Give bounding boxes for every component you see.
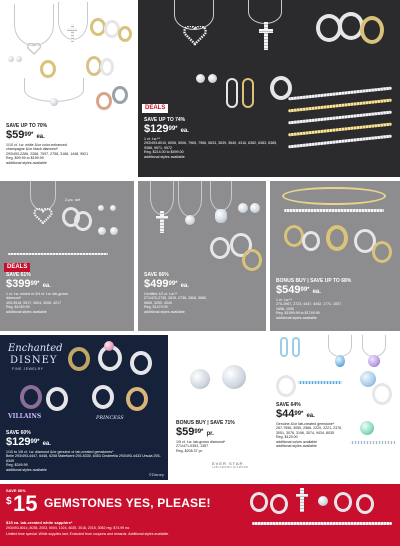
price: $\$129^{99*}$ ea. <box>6 436 51 448</box>
ring-icon <box>92 385 114 409</box>
stud-earring-icon <box>196 74 205 83</box>
stud-earring-icon <box>16 56 22 62</box>
price-block <box>6 273 130 314</box>
sku-list: 271/470-2735, 2815, 2738, 2808, 5680, 5666, 3250, 4040 <box>144 296 208 305</box>
necklace-chain <box>248 0 282 24</box>
price-block <box>6 124 130 165</box>
save-label: SAVE 60% <box>6 430 31 436</box>
description: Genuine &/or lab-created gemstone* <box>276 422 335 426</box>
pendant-stone-icon <box>185 215 195 225</box>
ring-icon <box>270 494 288 514</box>
promo-panel-certified-diamonds <box>138 181 266 331</box>
stud-earring-icon <box>98 205 104 211</box>
promo-panel-lab-grown-earrings <box>172 335 268 480</box>
regular-price: Reg. $1049.99 <box>6 305 30 310</box>
heart-pendant-icon <box>183 26 207 46</box>
cross-pendant-icon <box>296 488 308 512</box>
price-block <box>276 279 396 320</box>
stud-earring-icon <box>318 496 328 506</box>
cross-pendant-icon <box>259 22 273 50</box>
ring-icon <box>118 26 132 42</box>
necklace-chain <box>362 335 386 357</box>
carat-weight: 1 ct. t.w.** <box>144 137 160 141</box>
additional-styles: additional styles available <box>144 309 185 314</box>
villains-label: VILLAINS <box>8 413 42 420</box>
stud-earring-icon <box>110 205 116 211</box>
promo-panel-bridal-set <box>0 181 134 331</box>
deals-badge: DEALS <box>142 104 168 113</box>
hoop-earring-icon <box>226 78 238 108</box>
ring-icon <box>40 60 56 78</box>
ring-icon <box>130 351 152 375</box>
tennis-bracelet <box>288 87 392 101</box>
ring-icon <box>126 387 148 411</box>
necklace-chain <box>14 4 54 46</box>
description: Certified 1/2 ct. t.w.** <box>144 292 178 296</box>
stud-earring-icon <box>222 365 246 389</box>
carat-weight: 1 ct. t.w.** <box>276 298 292 302</box>
regular-price: Reg. $214.00 to $499.00 <box>144 150 184 155</box>
necklace-chain <box>178 181 202 217</box>
stud-earring-icon <box>238 203 248 213</box>
gemstone-ring-icon <box>360 421 374 435</box>
ring-icon <box>276 375 296 397</box>
description: 1/10 ct. t.w. white &/or color-enhanced champagne &/or black diamond* <box>6 143 67 152</box>
additional-styles: additional styles available <box>276 315 317 320</box>
banner-skus: 293/493-8014, 8035, 2003, 5004, 1024, 6025, 2016, 2015, 3052 reg. $74.99 ea. <box>6 526 130 530</box>
save-label: SAVE UP TO 74% <box>144 117 186 123</box>
price-block <box>6 431 164 472</box>
sku-list: 271/471-0353, 1357 <box>176 444 209 449</box>
stud-earring-icon <box>250 203 260 213</box>
promo-panel-diamond-fashion <box>0 0 134 177</box>
gemstone-pendant-icon <box>335 355 345 367</box>
additional-styles: additional styles available <box>6 160 47 165</box>
promo-panel-enchanted-disney <box>0 335 168 480</box>
necklace-chain <box>30 181 56 211</box>
sku-list: 270-2967, 2723, 4447, 4442, 1771, 1007, 1656, 1050 <box>276 302 343 311</box>
price: $\$59^{99*}$ ea. <box>6 129 45 141</box>
price: $\$44^{99*}$ ea. <box>276 408 315 420</box>
price-block <box>176 421 266 453</box>
ring-icon <box>360 16 384 44</box>
tennis-bracelet <box>288 135 392 149</box>
additional-colors: additional colors available <box>276 439 318 444</box>
ring-icon <box>210 237 230 259</box>
tennis-bracelet <box>252 522 392 525</box>
tennis-bracelet <box>288 111 392 125</box>
gemstone-pendant-icon <box>368 355 380 367</box>
heart-pendant-icon <box>33 208 53 224</box>
deals-badge: DEALS <box>4 263 30 272</box>
necklace-chain <box>210 181 232 211</box>
brand-fine-jewelry: FINE JEWELRY <box>12 367 44 371</box>
ring-icon <box>96 92 112 110</box>
price: $\$129^{99*}$ ea. <box>144 123 189 135</box>
save-label: SAVE UP TO 70% <box>6 123 48 129</box>
additional-styles: additional styles available <box>144 154 185 159</box>
cross-pendant-icon <box>67 24 77 42</box>
price-block <box>144 118 284 159</box>
brand-disney-logo: DISNEY <box>10 355 58 366</box>
tennis-bracelet <box>288 123 392 137</box>
regular-price: Reg. $208.37 pr. <box>176 448 203 453</box>
promo-panel-diamond-deals <box>138 0 400 177</box>
price: $\$549^{99*}$ ea. <box>276 284 321 296</box>
cross-pendant-icon <box>156 211 168 233</box>
regular-price: Reg. $1599.99 to $1749.99 <box>276 311 320 316</box>
hoop-earring-icon <box>242 78 254 108</box>
gemstone-bracelet <box>350 441 396 444</box>
regular-price: Reg. $1479.99 <box>144 305 168 310</box>
brand-enchanted: Enchanted <box>8 343 63 354</box>
stone-icon <box>50 98 58 106</box>
price-block <box>144 273 262 314</box>
price: $\$59^{99*}$ pr. <box>176 426 214 438</box>
price: $\$499^{99*}$ ea. <box>144 278 189 290</box>
sku-list: Belle 293/493-4447, 6448, 6258 Maleficent 293-6330, 6453 Cinderella 293/493-4433 Ursula 293-6349 <box>6 454 161 463</box>
everstar-subtitle: LAB-GROWN DIAMOND <box>212 466 249 469</box>
tennis-bracelet <box>284 209 384 212</box>
stud-earring-icon <box>208 74 217 83</box>
hoop-earring-icon <box>292 337 300 357</box>
promo-panel-bonus-buy-bracelets <box>270 181 400 331</box>
ring-icon <box>326 225 348 251</box>
copyright: ©Disney <box>148 472 164 477</box>
stud-earring-icon <box>190 369 210 389</box>
additional-styles: additional styles available <box>6 467 47 472</box>
additional-styles: additional styles available <box>6 309 47 314</box>
ring-icon <box>372 383 392 405</box>
description: 1 ct. t.w. mined or 3/4 ct. t.w. lab-grown diamond* <box>6 292 69 301</box>
ring-icon <box>68 347 90 371</box>
hoop-earring-icon <box>280 337 288 357</box>
sku-list: 267-7596, 3050, 2566, 2220, 2221, 2376, 3051, 3076, 3196, 3074, 9434, 8035 <box>276 426 343 435</box>
stud-earring-icon <box>98 227 106 235</box>
ring-icon <box>242 249 262 271</box>
ring-icon <box>46 387 68 411</box>
stud-earring-icon <box>110 227 118 235</box>
description: 1/5 ct. t.w. lab-grown diamond* <box>176 440 226 444</box>
princess-label: PRINCESS <box>96 415 124 421</box>
ring-icon <box>356 494 374 514</box>
save-label: BONUS BUY | SAVE 71% <box>176 420 235 426</box>
sku-list: 293/493-8010, 8006, 5006, 7965, 7966, 5633, 3639, 3640, 4316, 6382, 6383, 6385, 9388, 9571, 9572 <box>144 141 278 150</box>
stud-earring-icon <box>8 56 14 62</box>
pendant-stone-icon <box>215 209 227 223</box>
save-label: SAVE 64% <box>276 402 301 408</box>
tennis-bracelet <box>8 253 108 255</box>
dollar-sign: $ <box>6 496 12 507</box>
regular-price: Reg. $349.99 <box>6 463 28 468</box>
gemstone-bracelet <box>298 381 342 384</box>
ring-icon <box>250 492 268 512</box>
sku-list: 493-9518, 9517, 3004, 3006, 4217 <box>6 300 62 305</box>
ring-icon <box>112 86 128 104</box>
gemstone-icon <box>104 341 114 351</box>
gemstone-ring-icon <box>360 371 376 387</box>
additional-styles: additional styles available <box>276 444 317 449</box>
bangle-icon <box>282 187 386 205</box>
banner-note: Limited time special. While supplies last. Excluded from coupons and rewards. Additional styles available. <box>6 532 170 536</box>
ring-icon <box>302 231 320 251</box>
set-tag: 2-pc. set <box>65 197 81 202</box>
promo-panel-gemstones <box>272 335 400 480</box>
save-label: SAVE 61% <box>6 272 31 278</box>
save-label: SAVE 66% <box>144 272 169 278</box>
ring-icon <box>100 58 114 76</box>
banner-price: 15 <box>13 491 38 516</box>
banner-headline: GEMSTONES YES, PLEASE! <box>44 496 211 510</box>
everstar-logo: EVER STAR <box>212 461 244 466</box>
regular-price: Reg. $129.00 <box>276 435 298 440</box>
regular-price: Reg. $99.99 to $199.99 <box>6 156 44 161</box>
price-block <box>276 403 346 448</box>
necklace-chain <box>150 181 174 215</box>
banner-description: $15 ea. lab-created white sapphire* <box>6 520 73 525</box>
heart-pendant-icon <box>27 42 41 54</box>
sku-list: 293/493-2266, 2268, 7097, 2758, 3168, 1448, 9521 <box>6 151 89 156</box>
tennis-bracelet <box>288 99 392 113</box>
save-label: BONUS BUY | SAVE UP TO 68% <box>276 278 352 284</box>
description: 1/10 to 1/6 ct. t.w. diamond &/or genuine or lab-created gemstones* <box>6 450 114 454</box>
price: $\$399^{99*}$ ea. <box>6 278 51 290</box>
ring-icon <box>74 211 92 231</box>
necklace-chain <box>328 335 352 357</box>
save-label: SAVE 80% <box>6 488 26 493</box>
ring-icon <box>334 492 352 512</box>
ring-icon <box>20 385 42 409</box>
ring-icon <box>284 225 304 247</box>
gemstones-banner <box>0 484 400 546</box>
ring-icon <box>372 241 392 263</box>
